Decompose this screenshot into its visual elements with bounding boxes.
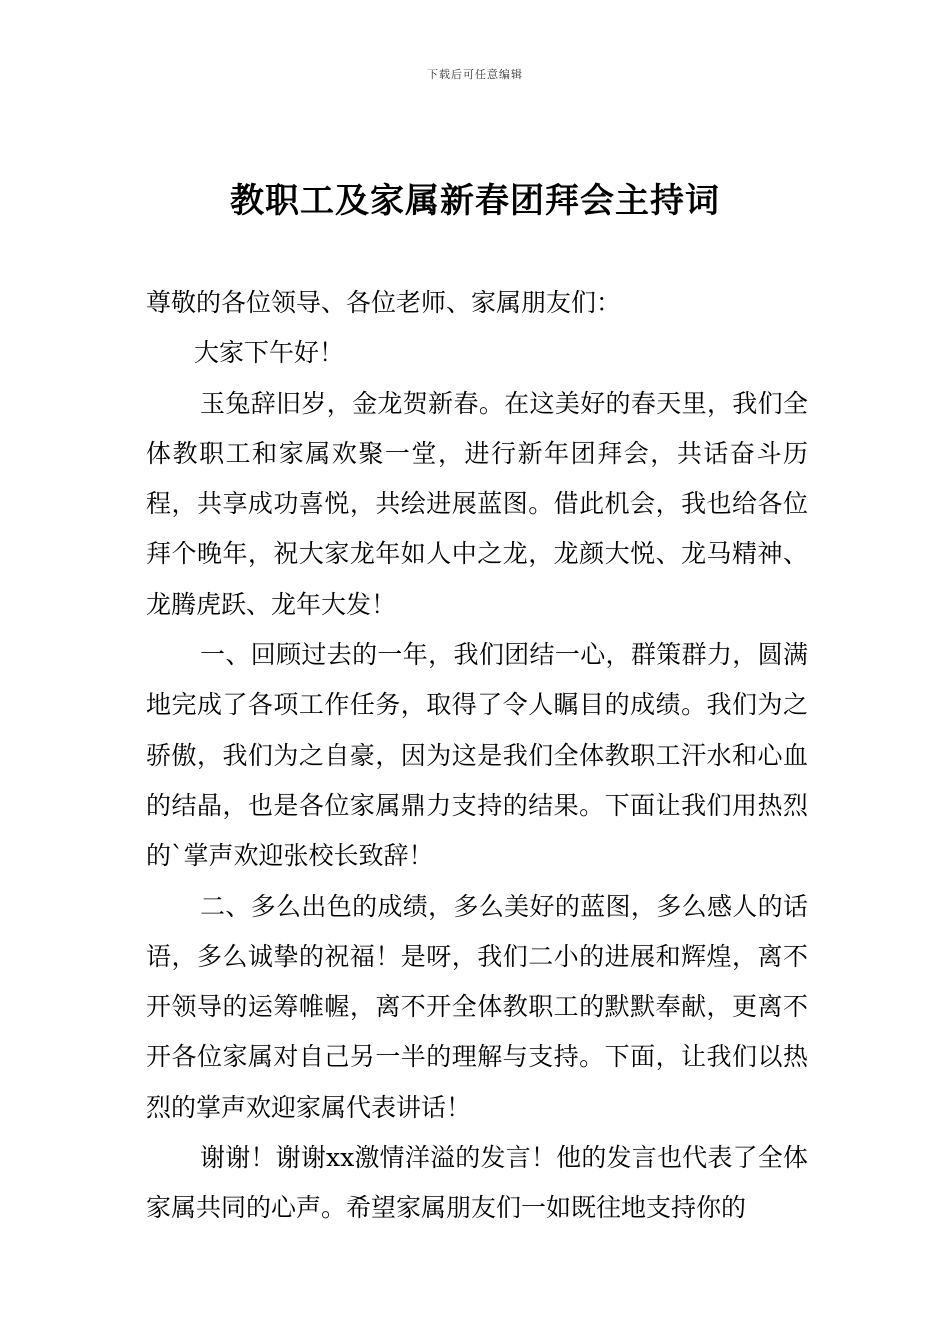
document-title: 教职工及家属新春团拜会主持词 <box>230 181 720 221</box>
paragraph-achievements: 二、多么出色的成绩，多么美好的蓝图，多么感人的话语，多么诚挚的祝福！是呀，我们二小的进展和辉煌，离不开领导的运筹帷幄，离不开全体教职工的默默奉献，更离不开各位家属对自己另一半的理解与支持。下面，让我们以热烈的掌声欢迎家属代表讲话！ <box>146 891 808 1122</box>
document-body <box>146 278 808 1234</box>
paragraph-intro: 玉兔辞旧岁，金龙贺新春。在这美好的春天里，我们全体教职工和家属欢聚一堂，进行新年团拜会，共话奋斗历程，共享成功喜悦，共绘进展蓝图。借此机会，我也给各位拜个晚年，祝大家龙年如人中之龙，龙颜大悦、龙马精神、龙腾虎跃、龙年大发！ <box>146 388 808 619</box>
salutation: 尊敬的各位领导、各位老师、家属朋友们： <box>146 288 622 317</box>
paragraph-thanks: 谢谢！谢谢xx激情洋溢的发言！他的发言也代表了全体家属共同的心声。希望家属朋友们一如既往地支持你的 <box>146 1143 808 1223</box>
header-note: 下载后可任意编辑 <box>427 68 523 81</box>
greeting: 大家下午好！ <box>194 338 345 368</box>
paragraph-review: 一、回顾过去的一年，我们团结一心，群策群力，圆满地完成了各项工作任务，取得了令人瞩目的成绩。我们为之骄傲，我们为之自豪，因为这是我们全体教职工汗水和心血的结晶，也是各位家属鼎力支持的结果。下面让我们用热烈的`掌声欢迎张校长致辞！ <box>146 640 808 871</box>
